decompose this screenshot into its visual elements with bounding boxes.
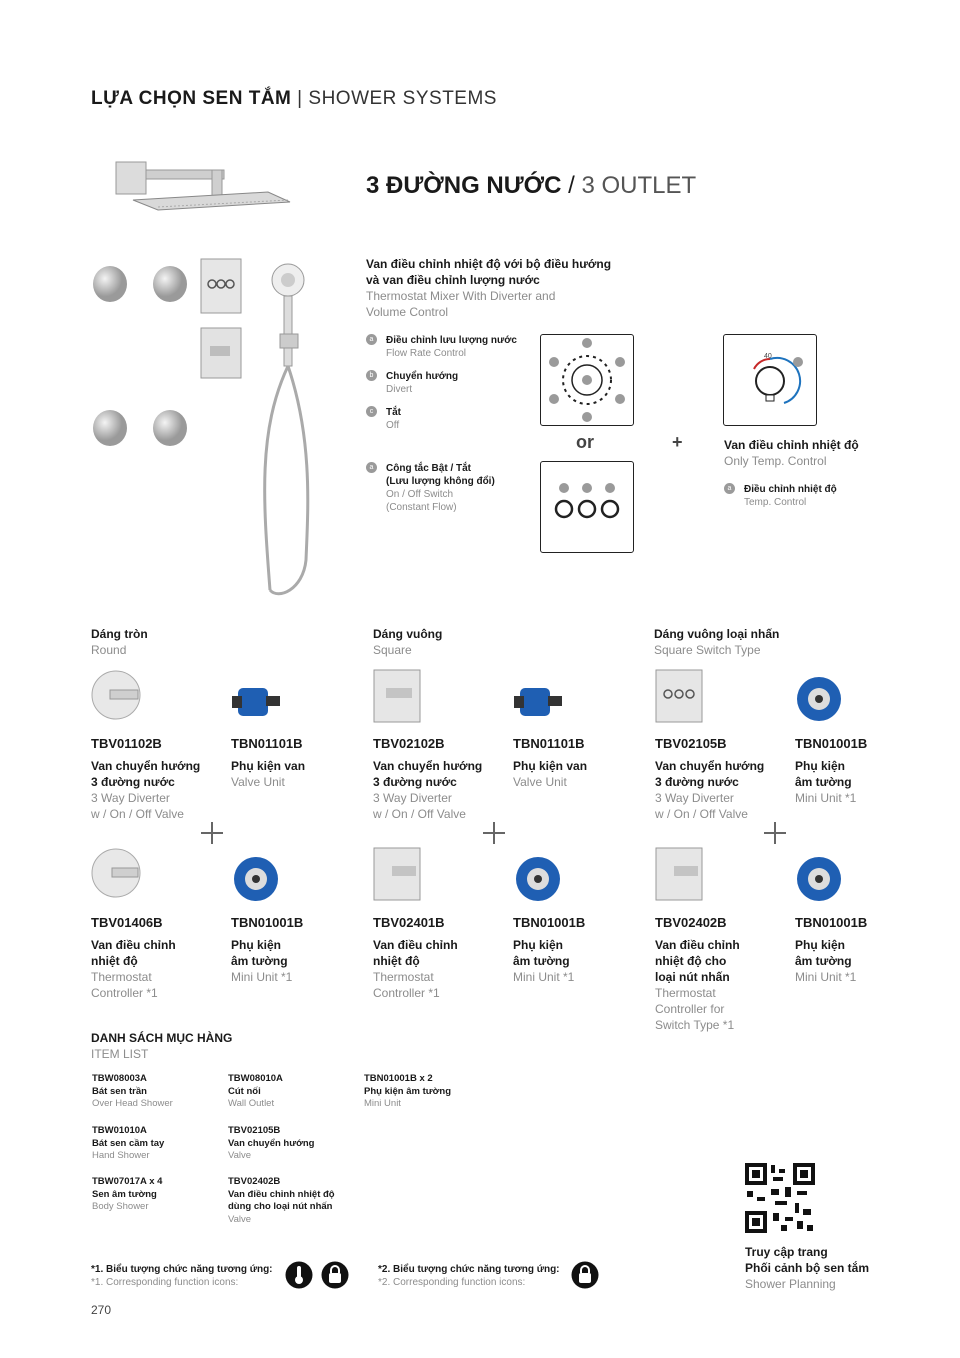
legend-badge-a: a <box>366 462 377 473</box>
product-name-en: 3 Way Diverter <box>655 791 734 805</box>
legend-badge-a: a <box>366 334 377 345</box>
page-header <box>91 88 497 110</box>
product-card-r2-c6 <box>795 915 867 985</box>
product-card-r2-c5 <box>655 915 740 1033</box>
product-name-vi: Phụ kiện <box>513 938 564 952</box>
mixer-title-en-line1: Thermostat Mixer With Diverter and <box>366 289 556 303</box>
item-name-vi: Van điều chỉnh nhiệt độ <box>228 1188 335 1200</box>
product-card-r1-c5 <box>655 736 764 822</box>
plus-sign <box>483 822 505 844</box>
product-name-en: Thermostat <box>91 970 152 984</box>
product-name-en: Valve Unit <box>231 775 285 789</box>
column-heading-en: Square Switch Type <box>654 643 761 657</box>
product-name-en: w / On / Off Valve <box>655 807 748 821</box>
footnote-2 <box>378 1263 560 1289</box>
valve-unit-image <box>230 676 288 734</box>
mini-unit-image <box>512 852 570 910</box>
product-name-vi: âm tường <box>513 954 570 968</box>
product-name-vi: Van điều chỉnh <box>655 938 740 952</box>
product-card-r2-c1 <box>91 915 176 1001</box>
item-list-entry <box>228 1125 314 1163</box>
legend-label-vi: Tắt <box>386 407 401 418</box>
mixer-title-en <box>366 288 555 320</box>
product-code: TBV02402B <box>655 915 727 930</box>
product-name-vi: Phụ kiện van <box>231 759 306 773</box>
product-name-vi: loại nút nhấn <box>655 970 730 984</box>
product-name-en: w / On / Off Valve <box>91 807 184 821</box>
product-name-en: Mini Unit *1 <box>795 791 857 805</box>
lock-flow-icon <box>571 1261 599 1289</box>
legend-label-en: Off <box>386 420 400 431</box>
push-button-diagram <box>540 461 634 553</box>
item-name-en: Valve <box>228 1150 252 1161</box>
product-card-r1-c3 <box>373 736 482 822</box>
product-name-en: Valve Unit <box>513 775 567 789</box>
temp-control-en: Only Temp. Control <box>724 454 827 468</box>
item-name-vi: Cút nối <box>228 1085 261 1097</box>
column-heading-vi: Dáng vuông <box>373 627 443 641</box>
switch-thermostat-image <box>654 846 712 904</box>
product-name-en: Switch Type *1 <box>655 1018 735 1032</box>
product-name-vi: Phụ kiện <box>795 759 846 773</box>
column-heading-round <box>91 626 148 658</box>
product-name-vi: Van chuyển hướng <box>91 759 201 773</box>
product-name-en: Mini Unit *1 <box>231 970 293 984</box>
item-name-en: Body Shower <box>92 1201 149 1212</box>
plus-sign <box>201 822 223 844</box>
mixer-title-en-line2: Volume Control <box>366 305 449 319</box>
item-code: TBW07017A x 4 <box>92 1176 163 1187</box>
product-code: TBV02401B <box>373 915 445 930</box>
column-heading-en: Round <box>91 643 127 657</box>
temp-control-vi: Van điều chỉnh nhiệt độ <box>724 438 859 452</box>
header-separator: | <box>297 88 303 109</box>
product-name-vi: Phụ kiện <box>795 938 846 952</box>
product-name-en: Mini Unit *1 <box>513 970 575 984</box>
column-heading-vi: Dáng tròn <box>91 627 148 641</box>
legend-flow-rate <box>366 334 517 359</box>
temp-legend-badge: a <box>724 483 735 494</box>
product-name-vi: nhiệt độ <box>91 954 138 968</box>
or-label: or <box>576 432 594 452</box>
legend-badge-b: b <box>366 370 377 381</box>
legend-label-vi: Chuyển hướng <box>386 371 459 382</box>
legend-label-en: Divert <box>386 384 413 395</box>
item-name-en: Over Head Shower <box>92 1098 173 1109</box>
item-list-title-en: ITEM LIST <box>91 1047 149 1061</box>
item-code: TBW01010A <box>92 1125 147 1136</box>
column-heading-switch <box>654 626 779 658</box>
mixer-title-vi-line2: và van điều chỉnh lượng nước <box>366 273 540 287</box>
mini-unit-image <box>230 852 288 910</box>
legend-label-en-1: On / Off Switch <box>386 489 454 500</box>
footnote-1 <box>91 1263 273 1289</box>
product-code: TBN01001B <box>231 915 304 930</box>
item-list-heading <box>91 1030 232 1062</box>
item-list-entry <box>228 1073 283 1111</box>
product-name-vi: Van chuyển hướng <box>655 759 765 773</box>
item-list-title-vi: DANH SÁCH MỤC HÀNG <box>91 1031 233 1045</box>
qr-caption-vi-2: Phối cảnh bộ sen tắm <box>745 1261 870 1275</box>
product-name-vi: âm tường <box>795 775 852 789</box>
legend-badge-c: c <box>366 406 377 417</box>
item-code: TBN01001B x 2 <box>364 1073 433 1084</box>
product-card-r2-c4 <box>513 915 585 985</box>
qr-caption-vi-1: Truy cập trang <box>745 1245 828 1259</box>
product-code: TBN01101B <box>231 736 303 751</box>
product-name-en: Mini Unit *1 <box>795 970 857 984</box>
legend-label-en-2: (Constant Flow) <box>386 502 457 513</box>
item-code: TBV02105B <box>228 1125 281 1136</box>
mixer-title-vi-line1: Van điều chỉnh nhiệt độ với bộ điều hướng <box>366 257 612 271</box>
legend-label-vi-2: (Lưu lượng không đổi) <box>386 476 495 487</box>
item-name-en: Wall Outlet <box>228 1098 275 1109</box>
footnote-2-en: *2. Corresponding function icons: <box>378 1277 526 1288</box>
product-card-r2-c3 <box>373 915 458 1001</box>
legend-divert <box>366 370 459 395</box>
product-name-vi: Van điều chỉnh <box>91 938 176 952</box>
square-thermostat-image <box>372 846 430 904</box>
product-name-en: Thermostat <box>373 970 434 984</box>
item-name-vi: Sen âm tường <box>92 1188 157 1200</box>
product-name-vi: nhiệt độ <box>373 954 420 968</box>
temp-dial-diagram <box>723 334 817 426</box>
lock-flow-icon <box>321 1261 349 1289</box>
product-name-en: Controller *1 <box>91 986 158 1000</box>
product-name-en: Thermostat <box>655 986 716 1000</box>
product-code: TBV02102B <box>373 736 445 751</box>
item-name-vi: Bát sen cầm tay <box>92 1137 165 1149</box>
mini-unit-image <box>793 672 851 730</box>
legend-label-en: Flow Rate Control <box>386 348 467 359</box>
product-code: TBV01406B <box>91 915 163 930</box>
plus-label: + <box>672 432 683 452</box>
footnote-1-en: *1. Corresponding function icons: <box>91 1277 239 1288</box>
square-diverter-image <box>372 668 430 726</box>
product-name-en: 3 Way Diverter <box>91 791 170 805</box>
product-name-en: 3 Way Diverter <box>373 791 452 805</box>
item-code: TBW08003A <box>92 1073 147 1084</box>
product-name-vi: 3 đường nước <box>91 775 175 789</box>
product-name-en: Controller *1 <box>373 986 440 1000</box>
product-card-r1-c2 <box>231 736 305 790</box>
column-heading-en: Square <box>373 643 412 657</box>
diverter-dial-diagram <box>540 334 634 426</box>
item-list-entry <box>228 1176 335 1226</box>
product-code: TBN01001B <box>795 736 868 751</box>
valve-unit-image <box>512 676 570 734</box>
product-name-vi: âm tường <box>795 954 852 968</box>
thermometer-icon <box>285 1261 313 1289</box>
valve-plates-image <box>200 258 242 380</box>
item-list-entry <box>364 1073 451 1111</box>
item-list-entry <box>92 1176 162 1214</box>
item-code: TBV02402B <box>228 1176 281 1187</box>
temp-legend <box>724 483 837 508</box>
product-name-vi: Phụ kiện <box>231 938 282 952</box>
mixer-title-vi <box>366 256 611 288</box>
product-name-vi: 3 đường nước <box>373 775 457 789</box>
page-number: 270 <box>91 1303 112 1317</box>
item-code: TBW08010A <box>228 1073 283 1084</box>
outlet-separator: / <box>568 172 575 199</box>
column-heading-vi: Dáng vuông loại nhấn <box>654 627 780 641</box>
legend-label-vi: Điều chỉnh lưu lượng nước <box>386 335 517 346</box>
footnote-1-vi: *1. Biểu tượng chức năng tương ứng: <box>91 1264 273 1275</box>
product-code: TBN01101B <box>513 736 585 751</box>
product-name-en: w / On / Off Valve <box>373 807 466 821</box>
item-list-entry <box>92 1125 164 1163</box>
item-name-en: Mini Unit <box>364 1098 401 1109</box>
temp-legend-vi: Điều chỉnh nhiệt độ <box>744 484 837 495</box>
product-name-en: Controller for <box>655 1002 725 1016</box>
product-name-vi: Van chuyển hướng <box>373 759 483 773</box>
product-card-r2-c2 <box>231 915 303 985</box>
footnote-2-vi: *2. Biểu tượng chức năng tương ứng: <box>378 1264 560 1275</box>
header-title-vi: LỰA CHỌN SEN TẮM <box>91 88 292 109</box>
qr-caption-en: Shower Planning <box>745 1277 836 1291</box>
outlet-heading <box>366 172 696 200</box>
legend-off <box>366 406 401 431</box>
product-code: TBV02105B <box>655 736 727 751</box>
product-name-vi: 3 đường nước <box>655 775 739 789</box>
item-name-vi: dùng cho loại nút nhấn <box>228 1201 333 1212</box>
item-name-vi: Van chuyển hướng <box>228 1137 315 1149</box>
outlet-title-en: 3 OUTLET <box>581 172 697 199</box>
switch-diverter-image <box>654 668 712 726</box>
item-list-entry <box>92 1073 173 1111</box>
legend-on-off-switch <box>366 462 495 513</box>
product-name-vi: nhiệt độ cho <box>655 954 727 968</box>
item-name-vi: Phụ kiện âm tường <box>364 1085 452 1097</box>
temp-dial-value: 40 <box>764 353 772 360</box>
product-code: TBV01102B <box>91 736 162 751</box>
plus-sign <box>764 822 786 844</box>
item-name-vi: Bát sen trần <box>92 1085 147 1097</box>
qr-caption <box>745 1244 869 1292</box>
item-name-en: Valve <box>228 1213 252 1225</box>
product-name-vi: Phụ kiện van <box>513 759 588 773</box>
product-name-vi: Van điều chỉnh <box>373 938 458 952</box>
mini-unit-image <box>793 852 851 910</box>
product-code: TBN01001B <box>795 915 868 930</box>
temp-control-label <box>724 437 859 469</box>
qr-code <box>745 1163 815 1233</box>
product-code: TBN01001B <box>513 915 586 930</box>
product-card-r1-c4 <box>513 736 587 790</box>
round-thermostat-image <box>90 846 148 904</box>
outlet-title-vi: 3 ĐƯỜNG NƯỚC <box>366 172 562 199</box>
product-card-r1-c1 <box>91 736 200 822</box>
header-title-en: SHOWER SYSTEMS <box>308 88 497 109</box>
column-heading-square <box>373 626 442 658</box>
item-name-en: Hand Shower <box>92 1150 150 1161</box>
hand-shower-image <box>258 260 320 605</box>
overhead-shower-image <box>108 150 298 215</box>
product-name-vi: âm tường <box>231 954 288 968</box>
product-card-r1-c6 <box>795 736 867 806</box>
legend-label-vi-1: Công tắc Bật / Tắt <box>386 463 472 474</box>
round-diverter-image <box>90 668 148 726</box>
temp-legend-en: Temp. Control <box>744 497 807 508</box>
